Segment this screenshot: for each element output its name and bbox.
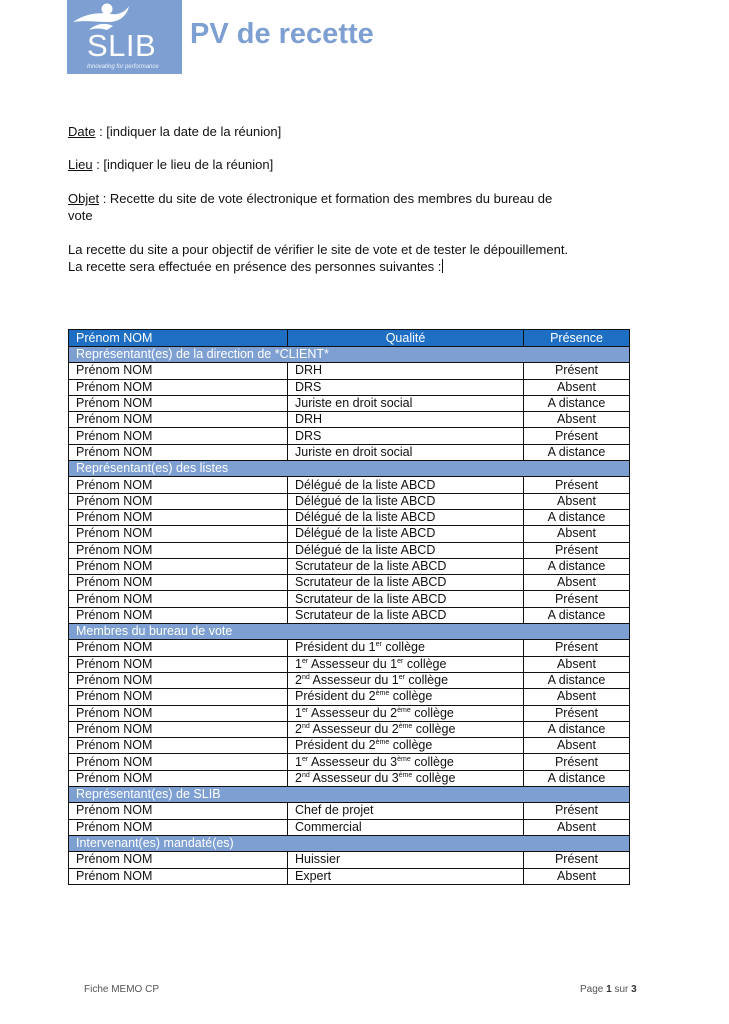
section-title: Intervenant(es) mandaté(es)	[69, 835, 630, 851]
cell-quality: DRS	[288, 379, 524, 395]
cell-presence: A distance	[524, 721, 630, 737]
cell-name: Prénom NOM	[69, 689, 288, 705]
cell-name: Prénom NOM	[69, 770, 288, 786]
slib-logo	[67, 0, 182, 74]
text-cursor	[442, 259, 443, 273]
cell-presence: Présent	[524, 363, 630, 379]
cell-quality: 1er Assesseur du 2ème collège	[288, 705, 524, 721]
cell-quality: Expert	[288, 868, 524, 884]
table-row	[69, 852, 630, 868]
cell-presence: Présent	[524, 477, 630, 493]
table-row	[69, 754, 630, 770]
lieu-label: Lieu	[68, 157, 93, 172]
table-row	[69, 379, 630, 395]
cell-name: Prénom NOM	[69, 526, 288, 542]
cell-name: Prénom NOM	[69, 591, 288, 607]
cell-presence: A distance	[524, 444, 630, 460]
table-row	[69, 640, 630, 656]
cell-presence: Absent	[524, 575, 630, 591]
cell-name: Prénom NOM	[69, 754, 288, 770]
cell-quality: 2nd Assesseur du 1er collège	[288, 672, 524, 688]
header-quality: Qualité	[288, 330, 524, 347]
section-row	[69, 347, 630, 363]
cell-presence: Absent	[524, 412, 630, 428]
table-row	[69, 575, 630, 591]
lieu-field	[68, 156, 273, 173]
cell-quality: 1er Assesseur du 1er collège	[288, 656, 524, 672]
intro-line-2-wrap	[68, 258, 668, 275]
table-row	[69, 412, 630, 428]
cell-name: Prénom NOM	[69, 575, 288, 591]
objet-value-line1: : Recette du site de vote électronique et formation des membres du bureau de	[99, 191, 553, 206]
cell-presence: Présent	[524, 852, 630, 868]
cell-quality: 2nd Assesseur du 2ème collège	[288, 721, 524, 737]
intro-line-2: La recette sera effectuée en présence des personnes suivantes :	[68, 259, 442, 274]
cell-quality: Président du 2ème collège	[288, 738, 524, 754]
cell-name: Prénom NOM	[69, 509, 288, 525]
table-row	[69, 672, 630, 688]
cell-name: Prénom NOM	[69, 721, 288, 737]
cell-quality: Délégué de la liste ABCD	[288, 493, 524, 509]
cell-name: Prénom NOM	[69, 412, 288, 428]
cell-name: Prénom NOM	[69, 705, 288, 721]
cell-quality: Scrutateur de la liste ABCD	[288, 607, 524, 623]
table-row	[69, 591, 630, 607]
table-row	[69, 526, 630, 542]
cell-presence: Absent	[524, 526, 630, 542]
section-title: Représentant(es) des listes	[69, 461, 630, 477]
attendance-table	[68, 329, 630, 885]
table-row	[69, 542, 630, 558]
table-row	[69, 558, 630, 574]
table-row	[69, 689, 630, 705]
section-title: Représentant(es) de la direction de *CLIENT*	[69, 347, 630, 363]
cell-name: Prénom NOM	[69, 395, 288, 411]
logo-tagline: Innovating for performance	[87, 64, 159, 70]
lieu-value: : [indiquer le lieu de la réunion]	[92, 157, 274, 172]
cell-quality: Délégué de la liste ABCD	[288, 509, 524, 525]
cell-presence: Présent	[524, 591, 630, 607]
table-row	[69, 705, 630, 721]
cell-quality: Délégué de la liste ABCD	[288, 542, 524, 558]
intro-paragraph	[68, 241, 668, 275]
cell-quality: Scrutateur de la liste ABCD	[288, 575, 524, 591]
table-row	[69, 819, 630, 835]
cell-name: Prénom NOM	[69, 607, 288, 623]
cell-presence: A distance	[524, 672, 630, 688]
cell-name: Prénom NOM	[69, 558, 288, 574]
cell-presence: Absent	[524, 689, 630, 705]
footer-doc-name: Fiche MEMO CP	[84, 984, 160, 995]
date-field	[68, 123, 281, 140]
section-row	[69, 624, 630, 640]
cell-presence: Présent	[524, 705, 630, 721]
table-row	[69, 444, 630, 460]
cell-name: Prénom NOM	[69, 428, 288, 444]
header-name: Prénom NOM	[69, 330, 288, 347]
table-row	[69, 770, 630, 786]
cell-presence: Absent	[524, 656, 630, 672]
cell-name: Prénom NOM	[69, 640, 288, 656]
cell-quality: Délégué de la liste ABCD	[288, 477, 524, 493]
cell-name: Prénom NOM	[69, 803, 288, 819]
cell-quality: Chef de projet	[288, 803, 524, 819]
cell-name: Prénom NOM	[69, 542, 288, 558]
cell-name: Prénom NOM	[69, 738, 288, 754]
section-title: Membres du bureau de vote	[69, 624, 630, 640]
cell-name: Prénom NOM	[69, 672, 288, 688]
cell-presence: Présent	[524, 428, 630, 444]
cell-name: Prénom NOM	[69, 363, 288, 379]
cell-presence: Absent	[524, 379, 630, 395]
cell-quality: Délégué de la liste ABCD	[288, 526, 524, 542]
objet-value-line2: vote	[68, 208, 93, 223]
cell-quality: Commercial	[288, 819, 524, 835]
objet-label: Objet	[68, 191, 100, 206]
cell-name: Prénom NOM	[69, 852, 288, 868]
date-label: Date	[68, 124, 96, 139]
page-total: 3	[631, 984, 637, 995]
cell-name: Prénom NOM	[69, 493, 288, 509]
cell-presence: Présent	[524, 754, 630, 770]
footer-page-number	[580, 984, 637, 995]
table-row	[69, 477, 630, 493]
table-row	[69, 607, 630, 623]
cell-presence: Présent	[524, 640, 630, 656]
page-prefix: Page	[580, 984, 607, 995]
cell-quality: Scrutateur de la liste ABCD	[288, 558, 524, 574]
table-row	[69, 803, 630, 819]
cell-presence: A distance	[524, 509, 630, 525]
cell-quality: Juriste en droit social	[288, 395, 524, 411]
objet-field	[68, 190, 668, 224]
date-value: : [indiquer la date de la réunion]	[95, 124, 282, 139]
cell-name: Prénom NOM	[69, 379, 288, 395]
cell-presence: Absent	[524, 738, 630, 754]
logo-text: SLIB	[87, 28, 157, 63]
cell-quality: Président du 1er collège	[288, 640, 524, 656]
page-title: PV de recette	[190, 18, 374, 50]
cell-presence: A distance	[524, 558, 630, 574]
table-row	[69, 721, 630, 737]
table-row	[69, 868, 630, 884]
table-header-row	[69, 330, 630, 347]
table-row	[69, 493, 630, 509]
header-presence: Présence	[524, 330, 630, 347]
page-middle: sur	[611, 984, 632, 995]
cell-quality: 1er Assesseur du 3ème collège	[288, 754, 524, 770]
cell-presence: Absent	[524, 493, 630, 509]
cell-quality: DRS	[288, 428, 524, 444]
cell-name: Prénom NOM	[69, 868, 288, 884]
cell-presence: Absent	[524, 868, 630, 884]
cell-quality: 2nd Assesseur du 3ème collège	[288, 770, 524, 786]
table-row	[69, 395, 630, 411]
cell-presence: A distance	[524, 395, 630, 411]
table-row	[69, 363, 630, 379]
cell-quality: DRH	[288, 363, 524, 379]
section-title: Représentant(es) de SLIB	[69, 787, 630, 803]
cell-name: Prénom NOM	[69, 819, 288, 835]
cell-name: Prénom NOM	[69, 656, 288, 672]
cell-name: Prénom NOM	[69, 444, 288, 460]
cell-presence: Présent	[524, 542, 630, 558]
section-row	[69, 787, 630, 803]
table-row	[69, 738, 630, 754]
cell-quality: Scrutateur de la liste ABCD	[288, 591, 524, 607]
cell-quality: Juriste en droit social	[288, 444, 524, 460]
table-row	[69, 428, 630, 444]
intro-line-1: La recette du site a pour objectif de vérifier le site de vote et de tester le dépouillement.	[68, 242, 569, 257]
table-body	[69, 347, 630, 885]
cell-presence: Présent	[524, 803, 630, 819]
table-row	[69, 509, 630, 525]
table-row	[69, 656, 630, 672]
cell-presence: A distance	[524, 607, 630, 623]
cell-name: Prénom NOM	[69, 477, 288, 493]
page-current: 1	[606, 984, 612, 995]
cell-presence: Absent	[524, 819, 630, 835]
cell-quality: DRH	[288, 412, 524, 428]
section-row	[69, 461, 630, 477]
cell-presence: A distance	[524, 770, 630, 786]
cell-quality: Président du 2ème collège	[288, 689, 524, 705]
section-row	[69, 835, 630, 851]
cell-quality: Huissier	[288, 852, 524, 868]
